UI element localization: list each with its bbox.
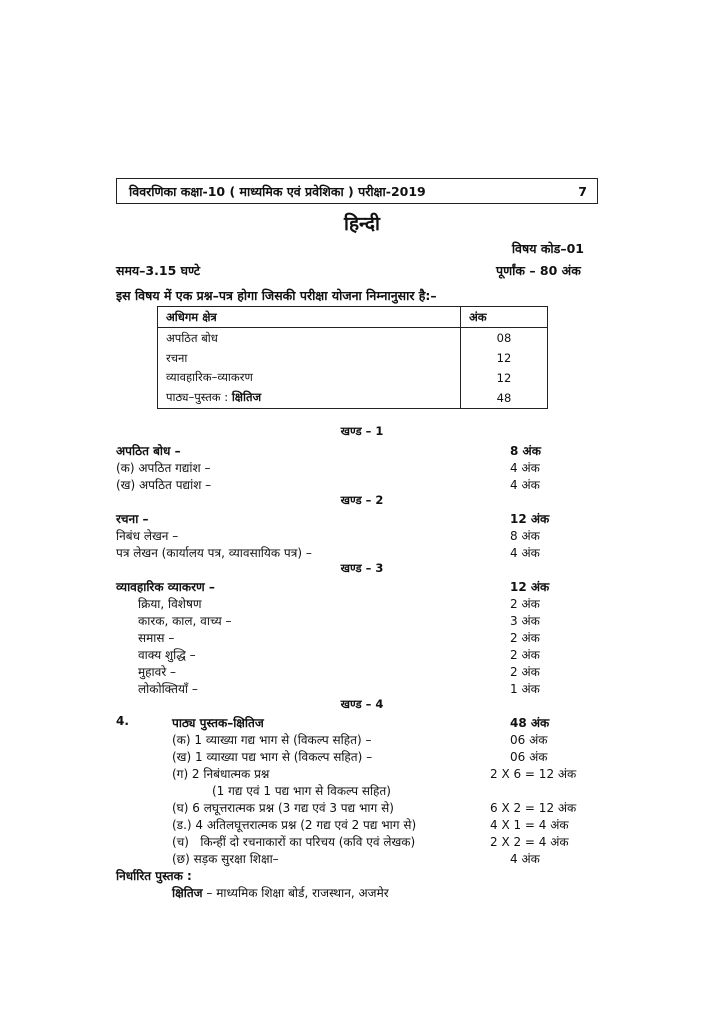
item-marks: 2 अंक	[510, 665, 540, 679]
khand2-title: रचना –	[116, 512, 149, 526]
item-marks: 8 अंक	[510, 529, 540, 543]
item-marks: 4 अंक	[510, 546, 540, 560]
exam-scheme-table	[157, 306, 548, 409]
item-marks: 06 अंक	[510, 750, 548, 764]
item-marks: 2 अंक	[510, 631, 540, 645]
table-row	[158, 368, 548, 388]
textbook-name: क्षितिज	[231, 390, 262, 405]
item-marks: 4 अंक	[510, 478, 540, 492]
running-header	[116, 178, 598, 204]
section-heading-3: खण्ड – 3	[340, 561, 384, 575]
item-marks: 4 अंक	[510, 852, 540, 866]
list-item: समास –	[138, 631, 175, 645]
list-item: (घ) 6 लघूत्तरात्मक प्रश्न (3 गद्य एवं 3 पद्य भाग से)	[172, 801, 394, 815]
khand2-marks: 12 अंक	[510, 512, 550, 526]
column-header-marks: अंक	[461, 307, 548, 328]
list-item: कारक, काल, वाच्य –	[138, 614, 232, 628]
intro-text: इस विषय में एक प्रश्न–पत्र होगा जिसकी परीक्षा योजना निम्नानुसार है:–	[116, 288, 437, 303]
table-row	[158, 348, 548, 368]
item-marks: 1 अंक	[510, 682, 540, 696]
list-item: (ख) अपठित पद्यांश –	[116, 478, 212, 492]
prescribed-book	[172, 884, 389, 901]
khand4-title: पाठ्य पुस्तक–क्षितिज	[172, 716, 264, 730]
table-cell-area: रचना	[158, 348, 461, 368]
list-item: क्रिया, विशेषण	[138, 597, 202, 611]
list-item: लोकोक्तियाँ –	[138, 682, 198, 696]
list-item: (क) 1 व्याख्या गद्य भाग से (विकल्प सहित) –	[172, 733, 372, 747]
item-marks: 2 X 6 = 12 अंक	[490, 767, 577, 781]
prescribed-book-publisher: – माध्यमिक शिक्षा बोर्ड, राजस्थान, अजमेर	[202, 886, 389, 900]
list-item-note: (1 गद्य एवं 1 पद्य भाग से विकल्प सहित)	[212, 784, 391, 798]
list-item: (ड.) 4 अतिलघूत्तरात्मक प्रश्न (2 गद्य एवं 2 पद्य भाग से)	[172, 818, 417, 832]
prescribed-book-title: क्षितिज	[172, 886, 203, 900]
khand4-marks: 48 अंक	[510, 716, 550, 730]
table-row	[158, 388, 548, 409]
item-marks: 2 अंक	[510, 597, 540, 611]
table-row	[158, 328, 548, 349]
page-number: 7	[578, 183, 587, 199]
table-header-row	[158, 307, 548, 328]
item-marks: 2 X 2 = 4 अंक	[490, 835, 569, 849]
exam-time: समय–3.15 घण्टे	[116, 263, 201, 278]
list-item: (च) किन्हीं दो रचनाकारों का परिचय (कवि एवं लेखक)	[172, 835, 416, 849]
full-marks: पूर्णांक – 80 अंक	[496, 263, 581, 278]
item-marks: 2 अंक	[510, 648, 540, 662]
header-title: विवरणिका कक्षा-10 ( माध्यमिक एवं प्रवेशिका ) परीक्षा-2019	[129, 183, 426, 199]
khand3-marks: 12 अंक	[510, 580, 550, 594]
list-item: मुहावरे –	[138, 665, 177, 679]
table-cell-area: अपठित बोध	[158, 328, 461, 349]
table-cell-area: व्यावहारिक–व्याकरण	[158, 368, 461, 388]
list-item: पत्र लेखन (कार्यालय पत्र, व्यावसायिक पत्र) –	[116, 546, 312, 560]
prescribed-heading: निर्धारित पुस्तक :	[116, 869, 192, 883]
khand1-title: अपठित बोध –	[116, 444, 181, 458]
khand1-marks: 8 अंक	[510, 444, 541, 458]
table-cell-marks: 48	[461, 388, 548, 409]
subject-code: विषय कोड–01	[511, 241, 584, 256]
column-header-area: अधिगम क्षेत्र	[158, 307, 461, 328]
table-cell-area	[158, 388, 461, 409]
khand3-title: व्यावहारिक व्याकरण –	[116, 580, 215, 594]
item-marks: 06 अंक	[510, 733, 548, 747]
item-marks: 3 अंक	[510, 614, 540, 628]
table-cell-marks: 12	[461, 348, 548, 368]
list-item: (ग) 2 निबंधात्मक प्रश्न	[172, 767, 270, 781]
list-item: (छ) सड़क सुरक्षा शिक्षा–	[172, 852, 279, 866]
section-heading-2: खण्ड – 2	[340, 493, 384, 507]
section-heading-4: खण्ड – 4	[340, 697, 384, 711]
khand4-number: 4.	[116, 714, 129, 728]
textbook-label: पाठ्य–पुस्तक :	[166, 390, 232, 405]
list-item: वाक्य शुद्धि –	[138, 648, 196, 662]
item-marks: 6 X 2 = 12 अंक	[490, 801, 577, 815]
list-item: (क) अपठित गद्यांश –	[116, 461, 211, 475]
subject-title: हिन्दी	[344, 213, 380, 235]
list-item: निबंध लेखन –	[116, 529, 179, 543]
table-cell-marks: 12	[461, 368, 548, 388]
item-marks: 4 अंक	[510, 461, 540, 475]
section-heading-1: खण्ड – 1	[340, 424, 384, 438]
table-cell-marks: 08	[461, 328, 548, 349]
item-marks: 4 X 1 = 4 अंक	[490, 818, 569, 832]
list-item: (ख) 1 व्याख्या पद्य भाग से (विकल्प सहित) –	[172, 750, 373, 764]
